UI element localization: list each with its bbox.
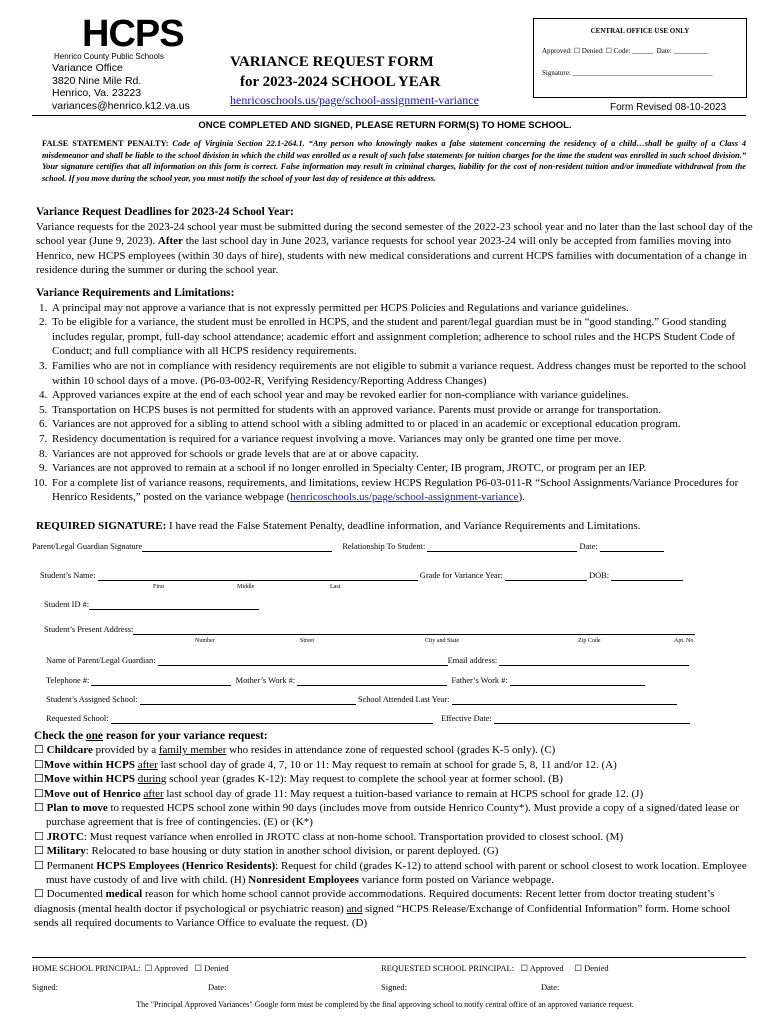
home-signed-label: Signed: [32, 982, 58, 992]
checkbox-icon[interactable]: ☐ [34, 758, 44, 771]
reason-title: Move within HCPS [43, 758, 135, 771]
student-name-label: Student’s Name: [40, 571, 96, 580]
student-name-row [40, 571, 756, 581]
denied-label: Denied [204, 963, 229, 973]
checkbox-icon[interactable]: ☐ [34, 802, 44, 815]
signature-date-field[interactable] [600, 551, 664, 552]
reason-title: Plan to move [46, 802, 108, 815]
parent-signature-label: Parent/Legal Guardian Signature [32, 542, 143, 551]
reason-move-out[interactable] [34, 787, 754, 801]
guardian-name-field[interactable] [158, 665, 448, 666]
zip-caption: Zip Code [578, 638, 601, 644]
reason-title: medical [105, 888, 143, 901]
checkbox-icon[interactable]: ☐ [194, 963, 203, 973]
requirements-list [36, 301, 756, 505]
denied-label: Denied [584, 963, 609, 973]
present-address-label: Student’s Present Address: [44, 625, 134, 634]
checkbox-icon[interactable]: ☐ [34, 787, 44, 800]
checkbox-icon[interactable]: ☐ [34, 888, 44, 901]
title-line-1: VARIANCE REQUEST FORM [230, 54, 434, 70]
deadlines-text [36, 220, 756, 278]
apt-caption: Apt. No. [674, 638, 695, 644]
date-label: Date: __________ [656, 47, 709, 55]
guardian-name-label: Name of Parent/Legal Guardian: [46, 656, 156, 665]
reason-text: : Must request variance when enrolled in JROTC class at non-home school. Transportation provided to closest school. (M) [83, 830, 624, 843]
list-item: 9. Variances are not approved to remain at a school if no longer enrolled in Specialty Center, IB program, JROTC, or program per an IEP. [50, 461, 756, 476]
title-line-2: for 2023-2024 SCHOOL YEAR [240, 74, 441, 90]
heading-part: one [85, 730, 103, 742]
reason-text: Permanent [43, 859, 97, 872]
mothers-work-field[interactable] [297, 685, 447, 686]
school-row [46, 695, 756, 705]
reasons-section [34, 729, 754, 931]
checkbox-icon[interactable]: ☐ [34, 859, 44, 872]
reason-text: signed “HCPS Release/Exchange of Confidential Information” form. Home school sends all required documents to Variance Office to evaluate the request. (D) [34, 902, 731, 930]
student-id-row [44, 600, 259, 610]
checkbox-icon[interactable]: ☐ [573, 47, 580, 55]
list-item: 4. Approved variances expire at the end of each school year and may be revoked earlier for non-compliance with variance guidelines. [50, 388, 756, 403]
reason-text: during [137, 773, 167, 786]
code-label: Code: ______ [613, 47, 654, 55]
reason-childcare[interactable] [34, 743, 754, 757]
list-item: 2. To be eligible for a variance, the student must be enrolled in HCPS, and the student and parent/legal guardian must be in “good standing.” Good standing includes regular, prompt, full-day school attendance; academic effort and assignment completion; adherence to school rules and the HCPS Student Code of Conduct; and full compliance with all HCPS residency requirements. [50, 315, 756, 359]
requested-signed-label: Signed: [381, 982, 407, 992]
reason-hcps-employee[interactable] [34, 859, 754, 888]
checkbox-icon[interactable]: ☐ [605, 47, 612, 55]
form-title [230, 52, 440, 92]
requested-principal-label: REQUESTED SCHOOL PRINCIPAL: [381, 963, 515, 973]
reason-text: provided by a [92, 744, 159, 757]
reason-title: Nonresident Employees [248, 874, 359, 887]
deadlines-part: Variance requests for the 2023-24 school year must be submitted during the second semester of the 2022-23 school year and no later than the last school day of the school year (June 9, 2023). [36, 220, 753, 248]
checkbox-icon[interactable]: ☐ [34, 773, 44, 786]
logo-subtext: Henrico County Public Schools [54, 52, 164, 61]
parent-signature-field[interactable] [142, 551, 332, 552]
relationship-field[interactable] [427, 551, 577, 552]
reason-plan-to-move[interactable] [34, 801, 754, 830]
reason-text: after [137, 758, 158, 771]
address-line: 3820 Nine Mile Rd. [52, 74, 142, 87]
reason-move-within-during[interactable] [34, 772, 754, 786]
footer-note: The "Principal Approved Variances" Google form must be completed by the final approving school to notify central office of an approved variance request. [136, 1000, 634, 1009]
list-item: 1. A principal may not approve a variance that is not expressly permitted per HCPS Policies and Regulations and variance guidelines. [50, 301, 756, 316]
checkbox-icon[interactable]: ☐ [144, 963, 153, 973]
address-line: Variance Office [52, 62, 123, 74]
checkbox-icon[interactable]: ☐ [34, 830, 44, 843]
logo-text: HCPS [82, 13, 184, 55]
home-date-label: Date: [208, 982, 227, 992]
list-item: 5. Transportation on HCPS buses is not permitted for students with an approved variance. Parents must provide or arrange for transportation. [50, 403, 756, 418]
checkbox-icon[interactable]: ☐ [34, 845, 44, 858]
list-item [50, 476, 756, 505]
dob-field[interactable] [611, 580, 683, 581]
school-attended-field[interactable] [452, 704, 677, 705]
reason-text: to requested HCPS school zone within 90 days (includes move from outside Henrico County*). Must provide a copy of a signed/dated lease or purchase agreement that is free of contingencies. (E) or (K*) [46, 802, 739, 829]
home-principal-label: HOME SCHOOL PRINCIPAL: [32, 963, 141, 973]
deadlines-after: After [157, 235, 183, 248]
reason-military[interactable] [34, 844, 754, 858]
approved-label: Approved [154, 963, 189, 973]
reason-text: last school day of grade 4, 7, 10 or 11: May request to remain at school for grade 5, 8, 11 and/or 12. (A) [157, 758, 617, 771]
penalty-label: FALSE STATEMENT PENALTY: [42, 139, 169, 148]
checkbox-icon[interactable]: ☐ [574, 963, 582, 973]
school-attended-label: School Attended Last Year: [357, 695, 450, 704]
phone-row [46, 676, 756, 686]
requested-principal-row [381, 963, 609, 974]
student-id-label: Student ID #: [44, 600, 90, 609]
reason-text: school year (grades K-12): May request to complete the school year at former school. (B) [166, 773, 563, 786]
relationship-label: Relationship To Student: [342, 542, 426, 551]
requested-school-field[interactable] [111, 723, 433, 724]
divider [32, 115, 746, 116]
approved-label: Approved: [542, 47, 572, 55]
deadlines-part: the last school day in June 2023, variance requests for school year 2023-24 will only be accepted from families moving into Henrico, new HCPS employees (within 30 days of hire), students with new medical considerations and current HCPS families with documentation of a change in residence during the summer or during the school year. [36, 235, 747, 277]
telephone-field[interactable] [91, 685, 231, 686]
heading-part: reason for your variance request: [102, 730, 268, 742]
reason-text: reason for which home school cannot provide accommodations. Required documents: Recent letter from doctor treating student’s diagnosis (mental health doctor if psychological or psychiatric reason) [34, 888, 715, 915]
list-item: 8. Variances are not approved for schools or grade levels that are at or above capacity. [50, 447, 756, 462]
reasons-heading [34, 729, 754, 743]
mothers-work-label: Mother’s Work #: [235, 676, 296, 685]
fathers-work-label: Father’s Work #: [451, 676, 508, 685]
checkbox-icon[interactable]: ☐ [520, 963, 529, 973]
reason-medical[interactable] [34, 887, 754, 930]
student-name-field[interactable] [98, 580, 418, 581]
last-caption: Last [330, 584, 341, 590]
list-item: 3. Families who are not in compliance with residency requirements are not eligible to submit a variance request. Address changes must be reported to the school within 10 school days of a move. (P6-03-002-R, Verifying Residency/Reporting Address Changes) [50, 359, 756, 388]
reason-text: after [143, 787, 164, 800]
student-id-field[interactable] [89, 609, 259, 610]
guardian-row [46, 656, 756, 666]
footer-divider [32, 957, 746, 958]
central-office-signature: Signature: ________________________________________ [542, 69, 713, 77]
address-line: Henrico, Va. 23223 [52, 87, 142, 99]
reason-title: Move within HCPS [43, 773, 135, 786]
item-text: ). [518, 491, 525, 504]
signature-label: REQUIRED SIGNATURE: [36, 520, 167, 532]
reason-jrotc[interactable] [34, 830, 754, 844]
list-item: 7. Residency documentation is required for a variance request involving a move. Variances may only be granted one time per move. [50, 432, 756, 447]
home-principal-row [32, 963, 229, 974]
requirements-heading: Variance Requirements and Limitations: [36, 287, 235, 299]
present-address-field[interactable] [133, 634, 695, 635]
reason-text: last school day of grade 11: May request a tuition-based variance to remain at HCPS school for grade 12. (J) [163, 787, 644, 800]
signature-row [32, 542, 752, 552]
reason-text: family member [158, 744, 227, 757]
hcps-logo [52, 13, 184, 61]
reason-title: Childcare [46, 744, 93, 757]
requested-school-label: Requested School: [46, 714, 109, 723]
city-state-caption: City and State [425, 638, 459, 644]
deadlines-heading: Variance Request Deadlines for 2023-24 School Year: [36, 206, 294, 218]
grade-label: Grade for Variance Year: [419, 571, 503, 580]
required-signature [36, 519, 756, 534]
email-field[interactable] [499, 665, 689, 666]
false-statement-penalty [42, 138, 746, 184]
middle-caption: Middle [237, 584, 255, 590]
variance-webpage-link[interactable]: henricoschools.us/page/school-assignment-variance [230, 93, 479, 107]
email-label: Email address: [447, 656, 498, 665]
reason-text: variance form posted on Variance webpage. [358, 874, 554, 887]
reason-text: : Request for child (grades K-12) to attend school with parent or school closest to work location. Employee must have custody of and live with child. (H) [46, 859, 747, 887]
office-email: variances@henrico.k12.va.us [52, 99, 190, 112]
reason-text: : Relocated to base housing or duty station in another school division, or parent deployed. (G) [85, 845, 499, 858]
central-office-box [533, 18, 747, 98]
item-text: For a complete list of variance reasons, requirements, and limitations, review HCPS Regulation P6-03-011-R “School Assignments/Variance Procedures for Henrico Residents,” posted on the variance webpage ( [52, 476, 739, 504]
signature-statement: I have read the False Statement Penalty, deadline information, and Variance Requirements and Limitations. [166, 520, 641, 532]
requested-school-row [46, 714, 756, 724]
deadlines-section [36, 205, 756, 278]
number-caption: Number [195, 638, 215, 644]
office-address [52, 62, 190, 112]
reason-title: JROTC [46, 830, 84, 843]
requirements-section [36, 286, 756, 505]
list-item: 6. Variances are not approved for a sibling to attend school with a sibling admitted to or placed in an academic or exceptional education program. [50, 417, 756, 432]
reason-text: Documented [43, 888, 106, 901]
grade-field[interactable] [505, 580, 587, 581]
reason-move-within-after[interactable] [34, 758, 754, 772]
telephone-label: Telephone #: [46, 676, 90, 685]
approved-label: Approved [529, 963, 564, 973]
fathers-work-field[interactable] [510, 685, 645, 686]
return-notice: ONCE COMPLETED AND SIGNED, PLEASE RETURN FORM(S) TO HOME SCHOOL. [198, 120, 572, 131]
form-revised: Form Revised 08-10-2023 [610, 102, 727, 113]
assigned-school-label: Student’s Assigned School: [46, 695, 138, 704]
denied-label: Denied: [581, 47, 604, 55]
assigned-school-field[interactable] [140, 704, 356, 705]
heading-part: Check the [34, 730, 86, 742]
reason-title: HCPS Employees (Henrico Residents) [96, 859, 276, 872]
central-office-title: CENTRAL OFFICE USE ONLY [590, 27, 690, 35]
central-office-status-row [542, 47, 746, 55]
address-row [44, 625, 695, 635]
reason-text: who resides in attendance zone of requested school (grades K-5 only). (C) [226, 744, 556, 757]
checkbox-icon[interactable]: ☐ [34, 744, 44, 757]
requested-date-label: Date: [541, 982, 560, 992]
reason-text: and [346, 902, 363, 915]
effective-date-field[interactable] [494, 723, 690, 724]
date-label: Date: [579, 542, 598, 551]
first-caption: First [153, 584, 165, 590]
dob-label: DOB: [589, 571, 610, 580]
street-caption: Street [300, 638, 314, 644]
penalty-text: Code of Virginia Section 22.1-264.1. “Any person who knowingly makes a false statement concerning the residency of a child…shall be guilty of a Class 4 misdemeanor and shall be liable to the school division in which the child was enrolled as a result of such false statements for tuition charges for the time the student was enrolled in such school division.” Your signature certifies that all information on this form is correct. False information may result in criminal charges, liability for the cost of non-resident tuition and/or immediate withdrawal from the school. If you move during the school year, you must notify the school of your last day of residence at this address. [42, 139, 747, 183]
regulation-link[interactable]: henricoschools.us/page/school-assignment-variance [290, 491, 519, 504]
effective-date-label: Effective Date: [441, 714, 492, 723]
reason-title: Move out of Henrico [43, 787, 141, 800]
reason-title: Military [46, 845, 86, 858]
